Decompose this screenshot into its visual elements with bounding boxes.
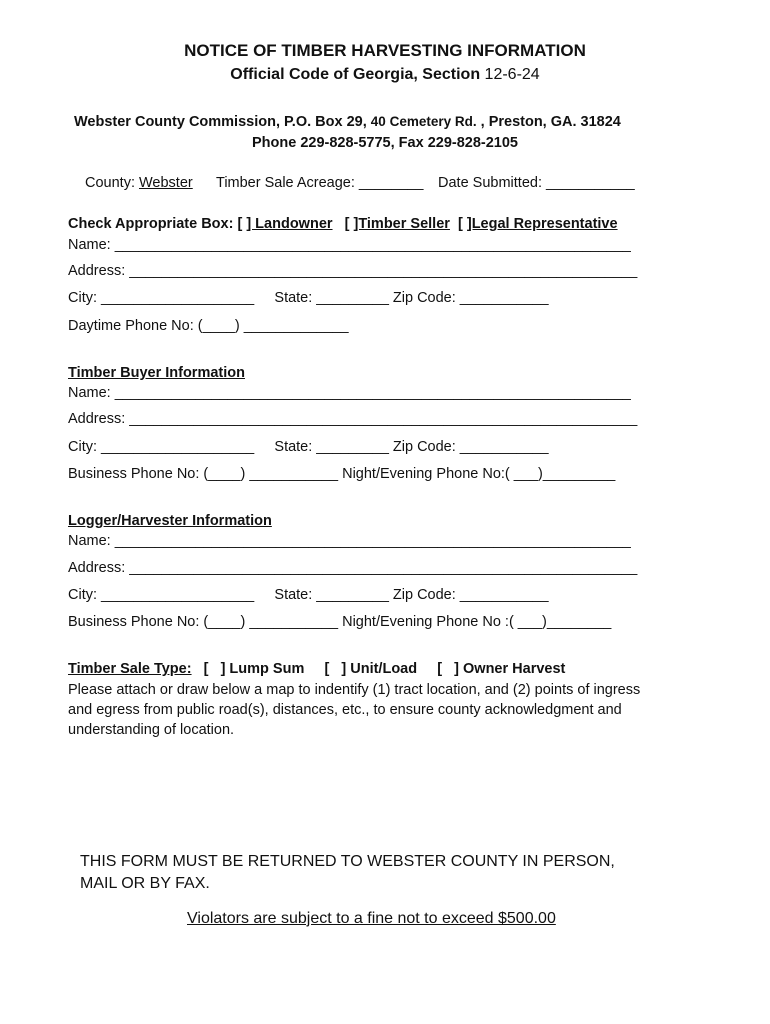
office-address-part-b: 40 Cemetery Rd. xyxy=(370,114,477,129)
return-instructions-line-1: THIS FORM MUST BE RETURNED TO WEBSTER COUNTY IN PERSON, xyxy=(80,853,615,870)
code-section-number: 12-6-24 xyxy=(484,66,540,83)
office-address-part-a: Webster County Commission, P.O. Box 29, xyxy=(74,114,367,130)
buyer-heading: Timber Buyer Information xyxy=(68,365,245,381)
logger-city-state-zip[interactable]: City: ___________________ State: _________ Zip Code: ___________ xyxy=(68,587,549,603)
sale-type-line xyxy=(68,661,565,677)
timber-seller-option[interactable]: ]Timber Seller xyxy=(353,216,450,232)
code-section-prefix: Official Code of Georgia, Section xyxy=(230,66,485,83)
sale-type-options[interactable]: [ ] Lump Sum [ ] Unit/Load [ ] Owner Harvest xyxy=(191,661,566,677)
logger-phone-line[interactable]: Business Phone No: (____) ___________ Night/Evening Phone No :( ___)________ xyxy=(68,614,612,630)
map-instructions-line-3: understanding of location. xyxy=(68,722,235,738)
office-address-line xyxy=(74,114,621,130)
office-address-part-c: , Preston, GA. 31824 xyxy=(480,114,621,130)
acreage-field: Timber Sale Acreage: ________ xyxy=(216,175,424,191)
office-phone-line: Phone 229-828-5775, Fax 229-828-2105 xyxy=(251,135,518,151)
applicant-type-line xyxy=(68,216,618,232)
return-instructions-line-2: MAIL OR BY FAX. xyxy=(80,875,210,892)
logger-address-field[interactable]: Address: _______________________________________________________________ xyxy=(68,560,638,576)
buyer-name-field[interactable]: Name: ________________________________________________________________ xyxy=(68,385,631,401)
map-instructions-line-1: Please attach or draw below a map to indentify (1) tract location, and (2) points of ingress xyxy=(68,682,641,698)
option-gap: [ xyxy=(332,216,354,232)
county-field xyxy=(85,175,193,191)
map-instructions-line-2: and egress from public road(s), distances, etc., to ensure county acknowledgment and xyxy=(68,702,622,718)
applicant-city-state-zip[interactable]: City: ___________________ State: _________ Zip Code: ___________ xyxy=(68,290,549,306)
fine-notice: Violators are subject to a fine not to exceed $500.00 xyxy=(187,910,556,927)
option-gap: [ xyxy=(449,216,467,232)
county-label: County: xyxy=(85,175,139,191)
buyer-address-field[interactable]: Address: _______________________________________________________________ xyxy=(68,411,638,427)
applicant-daytime-phone[interactable]: Daytime Phone No: (____) _____________ xyxy=(68,318,349,334)
buyer-phone-line[interactable]: Business Phone No: (____) ___________ Night/Evening Phone No:( ___)_________ xyxy=(68,466,616,482)
logger-name-field[interactable]: Name: ________________________________________________________________ xyxy=(68,533,631,549)
check-box-label: Check Appropriate Box: [ xyxy=(68,216,247,232)
legal-representative-option[interactable]: ]Legal Representative xyxy=(466,216,618,232)
applicant-address-field[interactable]: Address: _______________________________________________________________ xyxy=(68,263,638,279)
sale-type-heading: Timber Sale Type: xyxy=(68,661,192,677)
date-submitted-field: Date Submitted: ___________ xyxy=(438,175,635,191)
buyer-city-state-zip[interactable]: City: ___________________ State: _________ Zip Code: ___________ xyxy=(68,439,549,455)
landowner-option[interactable]: ] Landowner xyxy=(246,216,333,232)
code-section-line xyxy=(0,66,770,84)
applicant-name-field[interactable]: Name: ________________________________________________________________ xyxy=(68,237,631,253)
county-value: Webster xyxy=(139,175,193,191)
logger-heading: Logger/Harvester Information xyxy=(68,513,272,529)
form-title: NOTICE OF TIMBER HARVESTING INFORMATION xyxy=(184,41,586,60)
